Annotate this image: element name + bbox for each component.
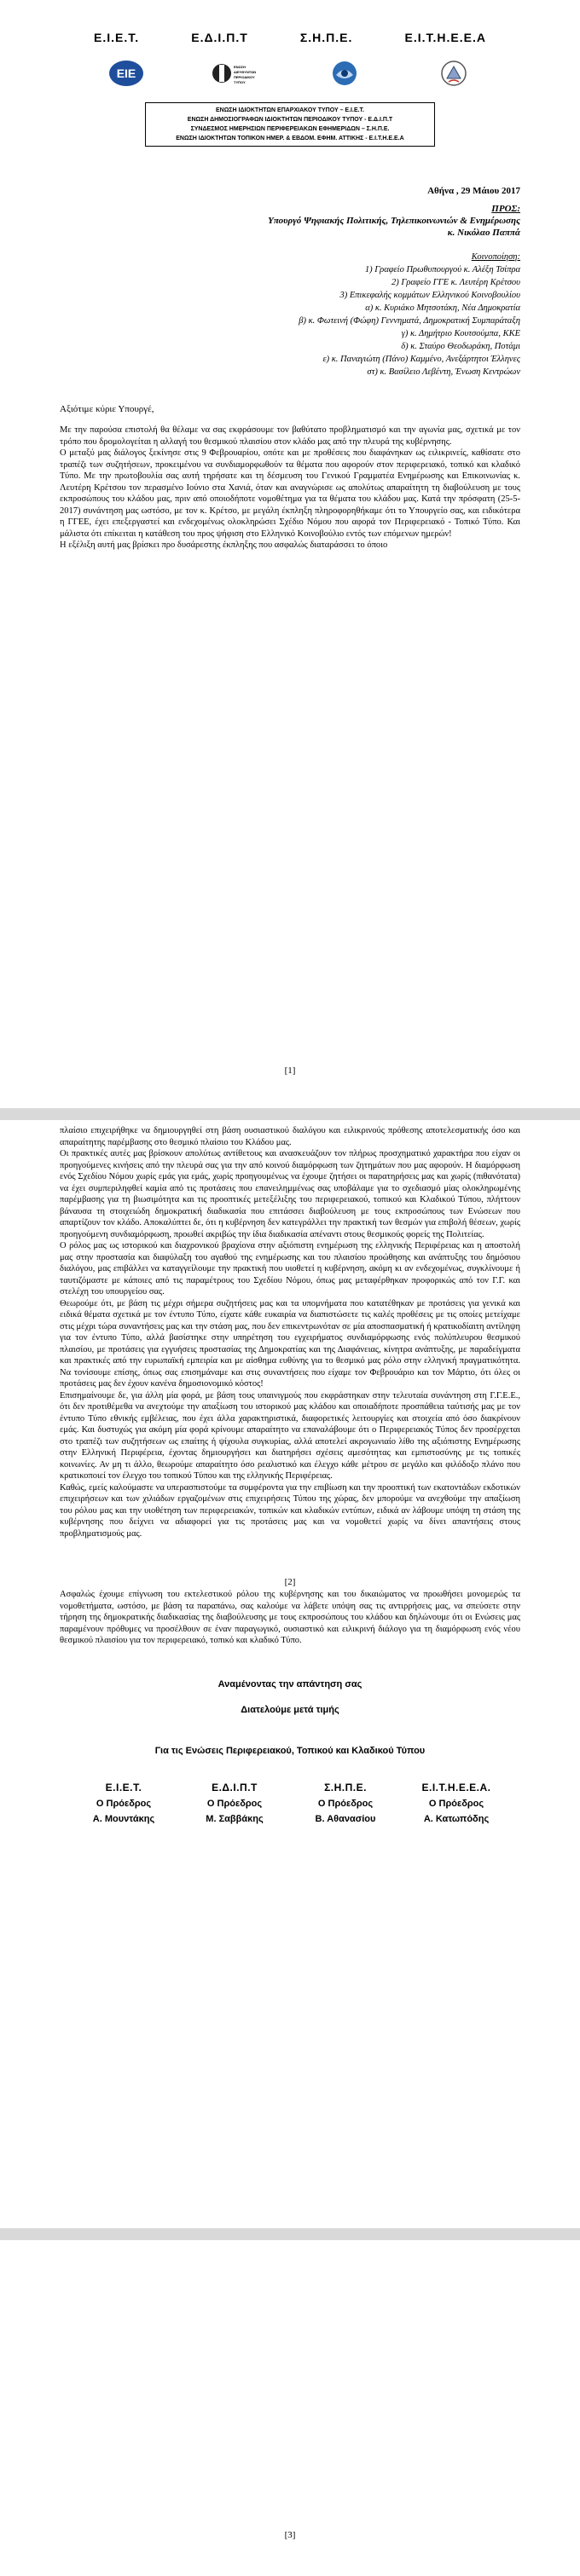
eiet-logo-icon [102,58,150,89]
svg-text:ΕΝΩΣΗ: ΕΝΩΣΗ [234,65,246,69]
body-paragraph: Ο ρόλος μας ως ιστορικού και διαχρονικού βραχίονα στην αξιόπιστη ενημέρωση της ελληνικής Περιφέρειας και η αποστολή μας στην προστασία και διαφύλαξη του αγαθού της ενημέρωσης και του πλαισίου προώθησης και ανάπτυξης του δημόσιου διαλόγου, μας επιβάλλει να καταγγείλουμε την πρακτική που υιοθετεί η κυβέρνηση, ακόμη κι αν ενδεχομένως, συγκλίνουμε ή ταυτιζόμαστε με κάποιες από τις παραμέτρους του Σχεδίου Νόμου, όπως μας μεταφέρθηκαν προφορικώς από τον Γ.Γ. και στελέχη του υπουργείου σας. [60,1241,520,1297]
cc-line: 2) Γραφείο ΓΓΕ κ. Λευτέρη Κρέτσου [392,278,520,287]
cc-line: α) κ. Κυριάκο Μητσοτάκη, Νέα Δημοκρατία [365,303,520,313]
closing-regards: Διατελούμε μετά τιμής [241,1704,339,1715]
signatory-role: Ο Πρόεδρος [96,1798,152,1809]
cc-block [60,251,520,378]
cc-line: β) κ. Φωτεινή (Φώφη) Γεννηματά, Δημοκρατική Συμπαράταξη [299,316,520,326]
body-paragraph: Ασφαλώς έχουμε επίγνωση του εκτελεστικού ρόλου της κυβέρνησης και του δικαιώματος να προωθήσει μονομερώς τα νομοθετήματα, ωστόσο, με βάση τα παραπάνω, σας καλούμε να λάβετε υπόψη σας τις αντιρρήσεις μας, να σπεύσετε στην τήρηση της δημοκρατικής διαδικασίας της διαβούλευσης με τους εκπροσώπους του κλάδου και δηλώνουμε ότι οι Ενώσεις μας παραμένουν πρόθυμες να προσέλθουν σε έναν παραγωγικό, ουσιαστικό και ειλικρινή διάλογο για τη διαμόρφωση ενός νέου θεσμικού πλαισίου για τον περιφερειακό, τοπικό και κλαδικό Τύπο. [60,1590,520,1645]
signatory-org: Σ.Η.Π.Ε. [324,1781,367,1793]
signatory-role: Ο Πρόεδρος [428,1798,484,1809]
closing-on-behalf: Για τις Ενώσεις Περιφερειακού, Τοπικού και Κλαδικού Τύπου [154,1745,426,1756]
org-shpe: Σ.Η.Π.Ε. [299,31,353,44]
unions-banner [145,102,435,147]
recipient-line: κ. Νικόλαο Παππά [447,228,520,238]
body-paragraph: Ο μεταξύ μας διάλογος ξεκίνησε στις 9 Φεβρουαρίου, οπότε και με προθέσεις που διαφάνηκαν ως ειλικρινείς, καθίσατε στο τραπέζι των συζητήσεων, προκειμένου να συνδιαμορφωθούν τα θέματα που αφορούν στον περιφερειακό, τοπικό και κλαδικό Τύπο. Με την πρωτοβουλία σας αυτή τηρήσατε και τη δέσμευση του Γενικού Γραμματέα Ενημέρωσης και Επικοινωνίας κ. Λευτέρη Κρέτσου τον περασμένο Ιούνιο στα Χανιά, όταν και αναγνώρισε ως απολύτως απαραίτητη τη διαβούλευση με τους εκπροσώπους του κλάδου μας, πριν από οποιοδήποτε νομοθέτημα για τα θέματα του κλάδου μας. Κατά την πρόσφατη (25-5-2017) συνάντηση μας ωστόσο, με τον κ. Κρέτσο, με μεγάλη έκπληξη πληροφορηθήκαμε ότι το Υπουργείο σας, και ειδικότερα η ΓΓΕΕ, έχει επεξεργαστεί και ενδεχομένως ολοκληρώσει Σχέδιο Νόμου που αφορά τον Περιφερειακό - Τοπικό Τύπο. Και μάλιστα ότι επίκειται η κατάθεση του προς ψήφιση στο Ελληνικό Κοινοβούλιο εντός των επόμενων ημερών! [60,448,520,539]
letter-page-2 [0,1120,580,2228]
body-paragraph: Οι πρακτικές αυτές μας βρίσκουν απολύτως αντίθετους και ανασκευάζουν τον πλήρως προσχηματικό χαρακτήρα που είχαν οι προηγούμενες κινήσεις από την πλευρά σας για την από κοινού διαμόρφωση των ζητημάτων που μας αφορούν. Η διαμόρφωση ενός Σχεδίου Νόμου χωρίς εμάς για εμάς, χωρίς προηγουμένως να έχουμε ζητήσει οι παρατηρήσεις μας και χωρίς (πιθανότατα) να έχει συμπεριληφθεί καμία από τις προτάσεις που επανειλημμένως σας υποβάλαμε για το σχεδιασμό μίας ολοκληρωμένης παρέμβασης για τη βιωσιμότητα και τις προοπτικές μετεξέλιξης του περιφερειακού, τοπικού και Κλαδικού Τύπου, πλήττουν βάναυσα τη στοιχειώδη δημοκρατική διαδικασία που επιτάσσει διαβούλευση με τους εκπροσώπους των Ενώσεων που απαρτίζουν τον κλάδο. Αποκαλύπτει δε, ότι η κυβέρνηση δεν κατεγράλλει την πρακτική των θεσμών για επιβολή θέσεων, χωρίς προηγούμενη συνδιαμόρφωση, προωθεί ακριβώς την ίδια διαδικασία απέναντι στους θεσμικούς φορείς της Πολιτείας. [60,1149,520,1239]
cc-title: Κοινοποίηση: [471,252,520,262]
salutation: Αξιότιμε κύριε Υπουργέ, [60,404,154,414]
signatory [179,1782,290,1824]
banner-line: ΕΝΩΣΗ ΙΔΙΟΚΤΗΤΩΝ ΕΠΑΡΧΙΑΚΟΥ ΤΥΠΟΥ – Ε.Ι.Ε.Τ. [215,107,365,113]
body-paragraph: Η εξέλιξη αυτή μας βρίσκει προ δυσάρεστης έκπληξης που ασφαλώς διαταράσσει το όποιο [60,540,388,550]
org-logos [60,44,520,89]
recipient-title: ΠΡΟΣ: [491,204,520,214]
signatory-org: Ε.Ι.Τ.Η.Ε.Ε.Α. [421,1781,491,1793]
cc-line: 1) Γραφείο Πρωθυπουργού κ. Αλέξη Τσίπρα [364,265,520,274]
closing-awaiting: Αναμένοντας την απάντηση σας [218,1678,362,1689]
signatory-name: Μ. Σαββάκης [206,1813,264,1824]
body-paragraph: πλαίσιο επιχειρήθηκε να δημιουργηθεί στη βάση ουσιαστικού διαλόγου και ειλικρινούς πρόθεσης αποτελεσματικής όσο και απαραίτητης παρέμβασης στο θεσμικό πλαίσιο του Κλάδου μας. [60,1126,520,1147]
body-paragraph: Καθώς, εμείς καλούμαστε να υπερασπιστούμε τα συμφέροντα για την επιβίωση και την προοπτική των εκατοντάδων εκδοτικών επιχειρήσεων και των χιλιάδων εργαζομένων στις επιχειρήσεις Τύπου της χώρας, δεν μπορούμε να ανεχθούμε την απαξίωση του ρόλου μας και την υιοθέτηση των περιφερειακών, τοπικών και κλαδικών εντύπων, ειδικά αν λάβουμε υπόψη τη στάση της κυβέρνησης που δείχνει να αδιαφορεί για τις προτάσεις μας και να νομοθετεί χωρίς να δίνει απαντήσεις στους προβληματισμούς μας. [60,1482,520,1539]
signatory-role: Ο Πρόεδρος [317,1798,374,1809]
signatory-name: Α. Κατωπόδης [423,1813,490,1824]
letter-page-3 [0,2240,580,2576]
page-number: [1] [284,1066,296,1076]
page-number: [2] [284,1577,296,1587]
svg-text:ΔΙΕΥΘΥΝΤΩΝ: ΔΙΕΥΘΥΝΤΩΝ [234,70,257,74]
cc-line: δ) κ. Σταύρο Θεοδωράκη, Ποτάμι [401,342,520,351]
signatory-name: Β. Αθανασίου [315,1813,376,1824]
recipient-block [60,203,520,239]
letter-body-page-1 [60,425,520,552]
org-eiet: Ε.Ι.Ε.Τ. [94,31,140,44]
letter-body-page-2 [60,1125,520,1539]
cc-line: γ) κ. Δημήτριο Κουτσούμπα, ΚΚΕ [401,329,520,338]
shpe-logo-icon [321,58,368,89]
cc-line: 3) Επικεφαλής κομμάτων Ελληνικού Κοινοβουλίου [339,291,520,300]
cc-line: ε) κ. Παναγιώτη (Πάνο) Καμμένο, Ανεξάρτητοι Έλληνες [322,355,520,364]
body-paragraph: Θεωρούμε ότι, με βάση τις μέχρι σήμερα συζητήσεις μας και τα υπομνήματα που κατατέθηκαν με προτάσεις για γενικά και ειδικά θέματα σχετικά με τον έντυπο Τύπο, είχατε κάθε ευκαιρία να διαπιστώσετε τις καλές προθέσεις με τις οποίες μετείχαμε στις μέχρι τώρα συναντήσεις μας και την στάση μας, που δεν επικεντρωνόταν σε μία αποσπασματική ή κρατικοδίαιτη αντίληψη για τον έντυπο Τύπο, αλλά βασίστηκε στην υπηρέτηση του εγχειρήματος συνδιαμόρφωσης ενός πολύπλευρου θεσμικού πλαισίου, με προτάσεις για εγγυήσεις προστασίας της Δημοκρατίας και της Διαφάνειας, κίνητρα ανάπτυξης, με παραδείγματα και πρακτικές από την ευρωπαϊκή εμπειρία και με αίσθημα ευθύνης για το θεσμικό μας ρόλο στην ελληνική πραγματικότητα. Να τονίσουμε επίσης, όπως σας επισημάναμε και στις συναντήσεις που είχαμε τον Φεβρουάριο και τον Μάρτιο, ότι όλες οι προτάσεις μας δεν έχουν κανένα δημοσιονομικό κόστος! [60,1298,520,1389]
page-number: [3] [284,2530,296,2540]
body-paragraph: Με την παρούσα επιστολή θα θέλαμε να σας εκφράσουμε τον βαθύτατο προβληματισμό και την αγωνία μας, σχετικά με τον τρόπο που δρομολογείται η αλλαγή του θεσμικού πλαισίου στον κλάδο μας από την πλευρά της κυβέρνησης. [60,425,520,447]
signatory-org: Ε.Ι.Ε.Τ. [105,1781,142,1793]
svg-text:ΠΕΡΙΟΔΙΚΟΥ: ΠΕΡΙΟΔΙΚΟΥ [234,75,255,79]
letter-body-final [60,1589,520,1647]
signatory [290,1782,401,1824]
cc-line: στ) κ. Βασίλειο Λεβέντη, Ένωση Κεντρώων [367,367,520,377]
banner-line: ΣΥΝΔΕΣΜΟΣ ΗΜΕΡΗΣΙΩΝ ΠΕΡΙΦΕΡΕΙΑΚΩΝ ΕΦΗΜΕΡΙΔΩΝ – Σ.Η.Π.Ε. [190,126,390,132]
eitheea-logo-icon [430,58,478,89]
banner-line: ΕΝΩΣΗ ΔΗΜΟΣΙΟΓΡΑΦΩΝ ΙΔΙΟΚΤΗΤΩΝ ΠΕΡΙΟΔΙΚΟΥ ΤΥΠΟΥ - Ε.Δ.Ι.Π.Τ [187,117,393,123]
svg-text:ΕΙΕ: ΕΙΕ [116,66,136,80]
org-eitheea: Ε.Ι.Τ.Η.Ε.Ε.Α [404,31,486,44]
body-paragraph: Επισημαίνουμε δε, για άλλη μία φορά, με βάση τους υπαινιγμούς που εκφράστηκαν στην τελευταία συνάντηση στη Γ.Γ.Ε.Ε., ότι δεν προτιθέμεθα να ανεχτούμε την απαξίωση του ιστορικού μας κλάδου και οποιαδήποτε προσπάθεια ταύτισής μας με τον έντυπο Τύπο εθνικής εμβέλειας, που έχει άλλα χαρακτηριστικά, διαφορετικές λειτουργίες και στοιχεία από όσο διακρίνουν εμάς. Και δυστυχώς για ακόμη μία φορά κρίνουμε απαραίτητο να επαναλάβουμε ότι ο Περιφερειακός Τύπος δεν προσέρχεται στο τραπέζι των συζητήσεων ως επαίτης ή ψίχουλα συγκυρίας, αλλά αποτελεί ακρογωνιαίο λίθο της αξιόπιστης Ενημέρωσης στην Ελληνική Περιφέρεια, έχοντας δημιουργήσει και διατηρήσει σχέσεις αμεσότητας και εμπιστοσύνης με τις τοπικές κοινωνίες. Αν μη τι άλλο, θεωρούμε απαραίτητο όσο ρεαλιστικό και έλεγχο κάθε μέτρου σε μεγάλο και φιλόδοξο πλάνο που κρατικοποιεί τον έλεγχο του τοπικού Τύπου και της ελληνικής Περιφέρειας. [60,1390,520,1481]
letter-date: Αθήνα , 29 Μάιου 2017 [427,186,520,196]
svg-text:ΤΥΠΟΥ: ΤΥΠΟΥ [234,80,246,84]
signatories [60,1782,520,1824]
org-edipt: Ε.Δ.Ι.Π.Τ [191,31,248,44]
signatory-org: Ε.Δ.Ι.Π.Τ [212,1781,258,1793]
edipt-logo-icon [212,58,259,89]
signatory-role: Ο Πρόεδρος [206,1798,263,1809]
signatory-name: Α. Μουντάκης [92,1813,155,1824]
signatory [68,1782,179,1824]
banner-line: ΕΝΩΣΗ ΙΔΙΟΚΤΗΤΩΝ ΤΟΠΙΚΟΝ ΗΜΕΡ. & ΕΒΔΟΜ. ΕΦΗΜ. ΑΤΤΙΚΗΣ - Ε.Ι.Τ.Η.Ε.Ε.Α [176,136,404,142]
signatory [401,1782,512,1824]
letter-page-1 [0,0,580,1108]
org-acronyms [60,0,520,44]
recipient-line: Υπουργό Ψηφιακής Πολιτικής, Τηλεπικοινωνιών & Ενημέρωσης [268,216,520,226]
